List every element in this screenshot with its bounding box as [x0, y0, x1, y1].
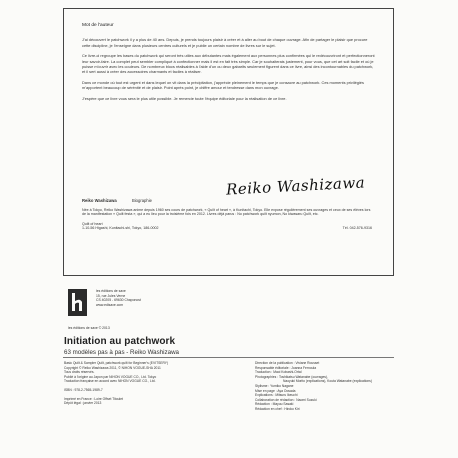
book-title: Initiation au patchwork: [64, 336, 176, 347]
letter-title: Mot de l'auteur: [82, 23, 114, 28]
publisher-website: www.edisaxe.com: [96, 302, 124, 307]
letter-paragraph: J'espère que ce livre vous sera le plus utile possible. Je remercie toute l'équipe éditoriale pour la réalisation de ce livre.: [82, 95, 287, 101]
bio-address-name: Quilt of heart: [82, 221, 103, 226]
divider: [63, 357, 394, 358]
publisher-logo: [68, 289, 87, 316]
letter-paragraph: Ce livre-ci regroupe les bases du patchwork qui seront très utiles aux débutantes mais également aux personnes plus confirmées qui le redécouvriront et perfectionneront leur savoir-faire. La complet peut sembler compliqué à confectionner mais il est en fait très simple. Car je souhaiterais justement, pour vous, que cet art soit facile et où je puisse m'ouvrir avec les couleurs. De nombreux blocs réalisables à l'aide d'un ou deux gabarits seulement figurent dans ce livre, ainsi des incontournables du patchwork, et il sert aussi à créer des accessoires charmants et faciles à réaliser.: [82, 53, 375, 75]
isbn: ISBN : 978-2-7565-1989-7: [64, 387, 103, 392]
copyright-note: les éditions de saxe © 2013: [68, 326, 110, 330]
author-bio: [82, 199, 372, 231]
bio-name: Reiko Washizawa: [82, 198, 117, 203]
publisher-address: les éditions de saxe 15, rue Jules Verne CS 40205 - 69630 Chaponost www.edisaxe.com: [96, 289, 256, 307]
bio-text: Née à Tokyo, Reiko Washizawa anime depuis 1960 ses cours de patchwork, « Quilt of heart », à Kunitachi, Tokyo. Elle expose régulièrement ses ouvrages et ceux de ses élèves lors de la manifestation « Quilt festa », qui a eu lieu pour la troisième fois en 2012. Livres déjà parus : No patchwork quilt nyumon, No kiwasaru Quilt, etc.: [82, 207, 371, 217]
credits-left: Basic Quilt & Sampler Quilt, patchwork quilt for Beginner's (EVITSERY) Copyright © Reiko Washizawa 2011, © NIHON VOGUE-SHA 2011 Tous droits réservés. Publié à l'origine au Japon par NIHON VOGUE CO., Ltd. Tokyo Traduction française en accord avec NIHON VOGUE CO., Ltd. ISBN : 978-2-7565-1989-7 Imprimé en France : Loire Offset Titoulet Dépôt légal : janvier 2013: [64, 361, 234, 410]
letter-paragraph: Dans ce monde où tout est urgent et dans lequel on vit dans la précipitation, j'apprécie pleinement le temps que je consacre au patchwork. Ces moments privilégiés m'apportent beaucoup de sérénité et de plaisir. Point après point, je chiffre amour et tendresse dans mon ouvrage.: [82, 79, 364, 91]
book-subtitle: 63 modèles pas à pas - Reiko Washizawa: [64, 349, 179, 356]
bio-address: 1-10-56 Higashi, Kunitachi-shi, Tokyo, 186-0002: [82, 226, 159, 231]
author-letter-box: [63, 8, 394, 276]
letter-paragraph: J'ai découvert le patchwork il y a plus de 40 ans. Depuis, je prends toujours plaisir à créer et à aller au bout de chaque ouvrage. Afin de partager le plaisir que procure cette discipline, je l'enseigne dans plusieurs centres culturels et je publie un certain nombre de livres sur le sujet.: [82, 37, 368, 48]
author-signature: Reiko Washizawa: [225, 173, 366, 199]
bio-role: Biographie: [131, 198, 152, 203]
bio-tel: Tél. 042-576-9316: [342, 226, 372, 231]
credits-right: Direction de la publication : Viviane Rousset Responsable éditoriale : Joanna Fernoula Traduction : Maoi Kobashi-Ortal Photographies : Toshikatsu Watanabe (ouvrages), Naoyuki Morito (explications), Kouta Watanabe (explications) Stylisme : Yumiko Nagane Mise en page : Aya Oosada Explications : Mitsuru Ikeuchi Collaboration de rédaction : Naomi Suzuki Rédaction : Mayuu Sasaki Rédaction en chef : Hiroko Kiri: [255, 361, 372, 411]
